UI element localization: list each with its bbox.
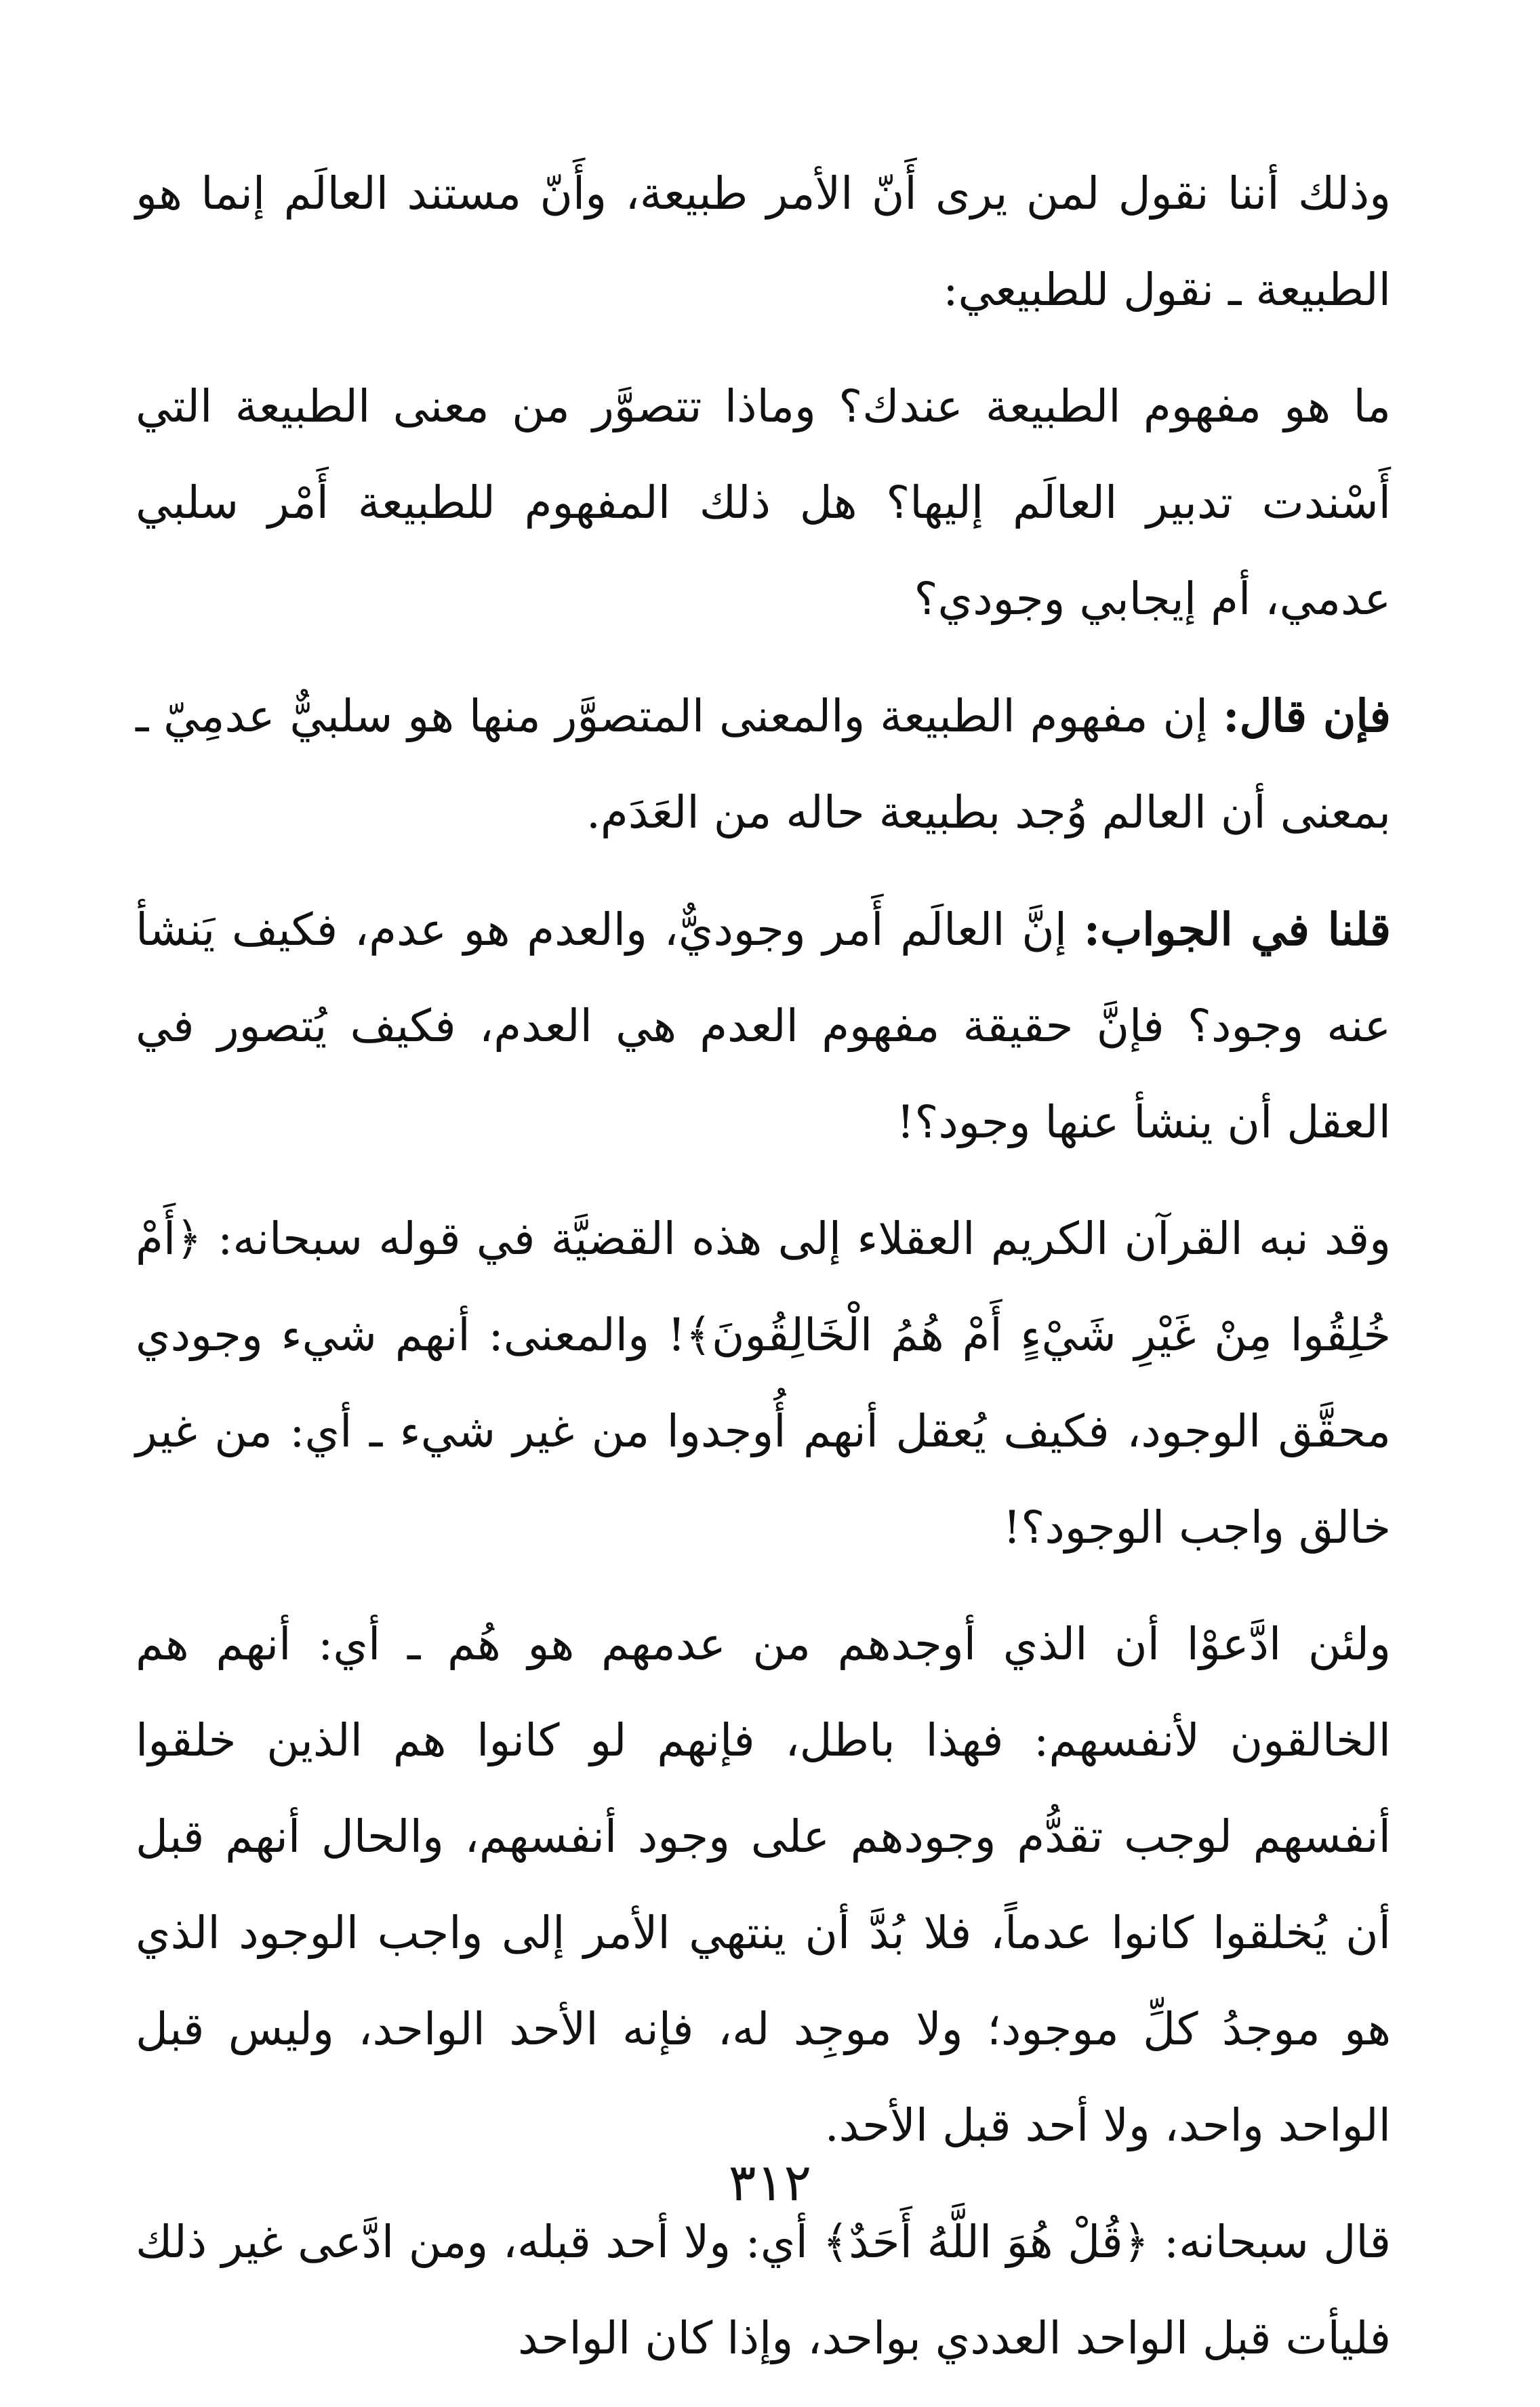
paragraph-text: قال سبحانه:: [1163, 2216, 1392, 2268]
paragraph-text: إنَّ العالَم أَمر وجوديٌّ، والعدم هو عدم، فكيف يَنشأ عنه وجود؟ فإنَّ حقيقة مفهوم العدم هي العدم، فكيف يُتصور في العقل أن ينشأ عنها وجود؟!: [136, 904, 1391, 1148]
paragraph-5: [136, 1191, 1391, 1576]
paragraph-1: [136, 146, 1391, 338]
paragraph-text: ما هو مفهوم الطبيعة عندك؟ وماذا تتصوَّر من معنى الطبيعة التي أَسْندت تدبير العالَم إليها؟ هل ذلك المفهوم للطبيعة أَمْر سلبي عدمي، أم إيجابي وجودي؟: [136, 380, 1391, 625]
quran-verse: ﴿أَمْ خُلِقُوا مِنْ غَيْرِ شَيْءٍ أَمْ هُمُ الْخَالِقُونَ﴾: [136, 1213, 1391, 1361]
paragraph-text: ! والمعنى: أنهم شيء وجودي محقَّق الوجود، فكيف يُعقل أنهم أُوجدوا من غير شيء ـ أي: من غير خالق واجب الوجود؟!: [136, 1309, 1391, 1554]
paragraph-6: [136, 1596, 1391, 2174]
body-text: [136, 146, 1391, 2407]
paragraph-7: [136, 2194, 1391, 2387]
paragraph-text: وقد نبه القرآن الكريم العقلاء إلى هذه القضيَّة في قوله سبحانه:: [218, 1213, 1392, 1265]
paragraph-2: [136, 359, 1391, 647]
quran-verse: ﴿قُلْ هُوَ اللَّهُ أَحَدٌ﴾: [822, 2216, 1150, 2268]
paragraph-text: ولئن ادَّعوْا أن الذي أوجدهم من عدمهم هو هُم ـ أي: أنهم هم الخالقون لأنفسهم: فهذا باطل، فإنهم لو كانوا هم الذين خلقوا أنفسهم لوجب تقدُّم وجودهم على وجود أنفسهم، والحال أنهم قبل أن يُخلقوا كانوا عدماً، فلا بُدَّ أن ينتهي الأمر إلى واجب الوجود الذي هو موجدُ كلِّ موجود؛ ولا موجِد له، فإنه الأحد الواحد، وليس قبل الواحد واحد، ولا أحد قبل الأحد.: [136, 1618, 1392, 2151]
page-number: ٣١٢: [728, 2152, 812, 2212]
paragraph-3: [136, 668, 1391, 861]
paragraph-text: أي: ولا أحد قبله، ومن ادَّعى غير ذلك فليأت قبل الواحد العددي بواحد، وإذا كان الواحد: [136, 2216, 1391, 2364]
paragraph-text: إن مفهوم الطبيعة والمعنى المتصوَّر منها هو سلبيٌّ عدمِيّ ـ بمعنى أن العالم وُجد بطبيعة حاله من العَدَم.: [136, 690, 1391, 838]
paragraph-lead-in: قلنا في الجواب:: [1083, 903, 1392, 956]
paragraph-text: وذلك أننا نقول لمن يرى أَنّ الأمر طبيعة، وأَنّ مستند العالَم إنما هو الطبيعة ـ نقول للطبيعي:: [136, 167, 1391, 316]
paragraph-lead-in: فإن قال:: [1223, 689, 1391, 742]
paragraph-4: [136, 881, 1391, 1171]
